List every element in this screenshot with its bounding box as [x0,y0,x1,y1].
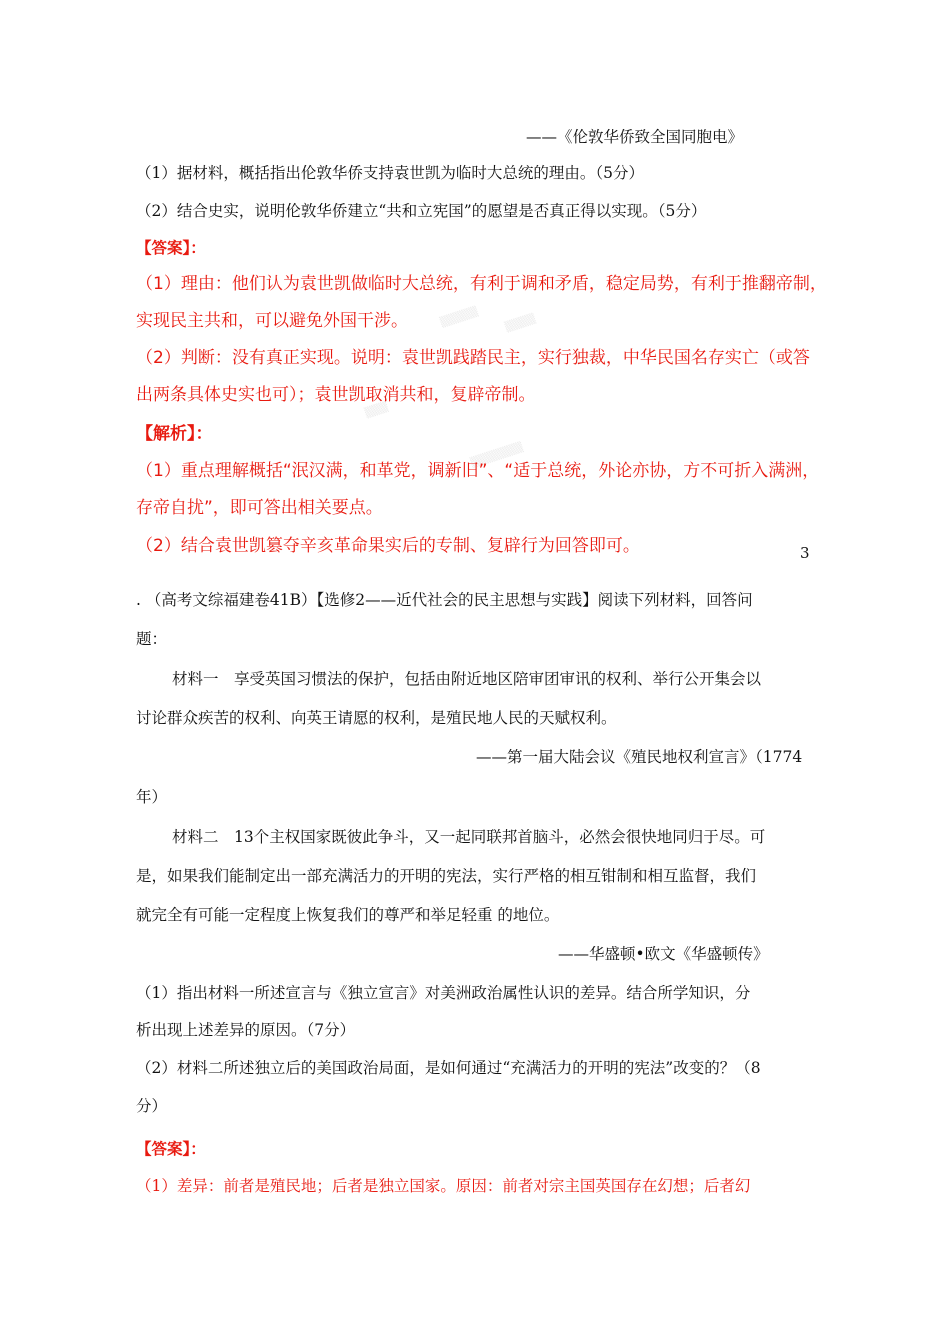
watermark: ▒▒▒▒▒▒▒ [469,441,525,470]
material-2-line-2: 是，如果我们能制定出一部充满活力的开明的宪法，实行严格的相互钳制和相互监督，我们 [136,867,757,885]
material-1-source-line-1: ——第一届大陆会议《殖民地权利宣言》（1774 [476,748,803,766]
page-number: 3 [800,544,810,562]
question-2-1-line-2: 析出现上述差异的原因。（7分） [136,1021,356,1039]
source-citation: ——《伦敦华侨致全国同胞电》 [526,128,744,146]
material-1-line-2: 讨论群众疾苦的权利、向英王请愿的权利，是殖民地人民的天赋权利。 [136,709,617,727]
analysis-label: 【解析】： [136,424,213,444]
answer-label-2: 【答案】： [136,1139,206,1158]
question-header-line-2: 题： [136,630,168,648]
material-2-source: ——华盛顿•欧文《华盛顿传》 [558,945,769,963]
answer-2-line-1: （2）判断：没有真正实现。说明：袁世凯践踏民主，实行独裁，中华民国名存实亡（或答 [136,348,810,368]
analysis-1-line-1: （1）重点理解概括“泯汉满，和革党，调新旧”、“适于总统，外论亦协，方不可折入满洲， [136,461,820,481]
question-header-line-1: . （高考文综福建卷41B）【选修2——近代社会的民主思想与实践】阅读下列材料，回答问 [136,591,753,609]
answer-2-1-line-1: （1）差异：前者是殖民地；后者是独立国家。原因：前者对宗主国英国存在幻想；后者幻 [136,1177,751,1195]
question-2-2-line-1: （2）材料二所述独立后的美国政治局面，是如何通过“充满活力的开明的宪法”改变的？（8 [136,1059,761,1077]
material-1-source-line-2: 年） [136,788,168,806]
material-2-line-1: 材料二 13个主权国家既彼此争斗，又一起同联邦首脑斗，必然会很快地同归于尽。可 [172,828,766,846]
material-2-line-3: 就完全有可能一定程度上恢复我们的尊严和举足轻重 的地位。 [136,906,560,924]
answer-2-line-2: 出两条具体史实也可）；袁世凯取消共和，复辟帝制。 [136,385,536,405]
answer-1-line-2: 实现民主共和，可以避免外国干涉。 [136,311,408,331]
analysis-1-line-2: 存帝自扰”，即可答出相关要点。 [136,498,383,518]
analysis-2-line-1: （2）结合袁世凯篡夺辛亥革命果实后的专制、复辟行为回答即可。 [136,536,640,556]
watermark: ▒▒▒ [363,401,390,420]
question-2-2-line-2: 分） [136,1097,168,1115]
answer-1-line-1: （1）理由：他们认为袁世凯做临时大总统，有利于调和矛盾，稳定局势，有利于推翻帝制， [136,274,827,294]
watermark: ▒▒▒▒▒ [439,306,480,329]
watermark: ▒▒▒▒ [504,313,537,334]
question-2: （2）结合史实，说明伦敦华侨建立“共和立宪国”的愿望是否真正得以实现。（5分） [136,202,707,220]
answer-label: 【答案】： [136,238,206,257]
question-1: （1）据材料，概括指出伦敦华侨支持袁世凯为临时大总统的理由。（5分） [136,164,644,182]
material-1-line-1: 材料一 享受英国习惯法的保护，包括由附近地区陪审团审讯的权利、举行公开集会以 [172,670,762,688]
question-2-1-line-1: （1）指出材料一所述宣言与《独立宣言》对美洲政治属性认识的差异。结合所学知识，分 [136,984,751,1002]
